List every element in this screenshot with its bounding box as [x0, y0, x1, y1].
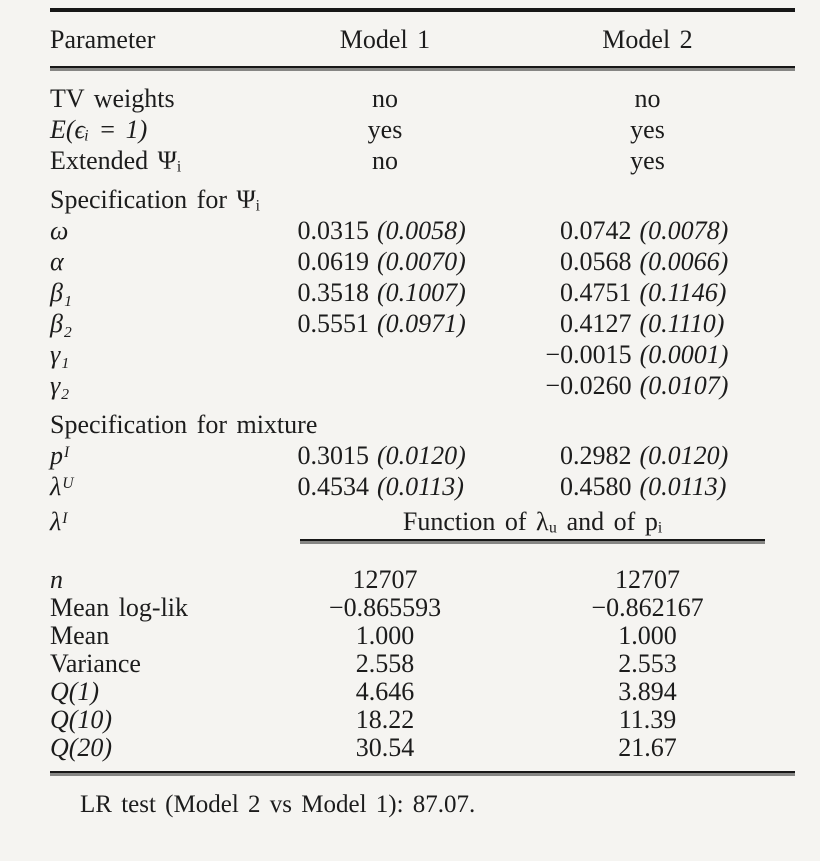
- standard-error: (0.1110): [639, 308, 725, 338]
- table-rule-header: [50, 66, 795, 71]
- table-rule-partial: [300, 539, 765, 544]
- row-label: Extended Ψᵢ: [50, 145, 182, 175]
- model-2-cell: [500, 309, 795, 339]
- section-heading: Specification for Ψᵢ: [50, 184, 260, 214]
- table-row: [50, 734, 795, 762]
- table-row: [50, 308, 795, 339]
- row-label: λᴵ: [50, 507, 69, 536]
- standard-error: (0.0107): [639, 370, 729, 400]
- row-label: α: [50, 246, 64, 276]
- model-1-cell: [270, 216, 500, 246]
- model-1-cell: 30.54: [355, 733, 415, 762]
- model-2-cell: 12707: [615, 565, 680, 594]
- table-body: [50, 83, 795, 762]
- spanned-cell: [270, 506, 795, 544]
- model-2-cell: yes: [630, 145, 665, 175]
- model-2-cell: [500, 340, 795, 370]
- table-row: [50, 506, 795, 552]
- table-row: [50, 145, 795, 176]
- row-label: Mean log-lik: [50, 593, 189, 622]
- estimate-value: 0.3518: [297, 277, 369, 307]
- model-1-cell: 18.22: [355, 705, 415, 734]
- model-1-cell: 2.558: [355, 649, 415, 678]
- table-rule-top: [50, 8, 795, 12]
- row-label: E(ϵᵢ = 1): [50, 114, 148, 144]
- model-2-cell: [500, 216, 795, 246]
- table-row: [50, 650, 795, 678]
- standard-error: (0.0058): [377, 215, 466, 245]
- model-1-cell: yes: [367, 114, 403, 144]
- estimate-value: 0.0619: [297, 246, 369, 276]
- estimate-value: 0.0315: [297, 215, 369, 245]
- standard-error: (0.0113): [377, 471, 464, 501]
- standard-error: (0.0971): [377, 308, 466, 338]
- table-row: [50, 370, 795, 401]
- table-row: [50, 706, 795, 734]
- model-2-cell: 3.894: [618, 677, 677, 706]
- row-label: β₂: [50, 308, 72, 338]
- table-section-lambda-i: [50, 506, 795, 552]
- model-2-cell: no: [634, 83, 661, 113]
- standard-error: (0.0113): [639, 471, 727, 501]
- row-label: ω: [50, 215, 69, 245]
- model-1-cell: 1.000: [355, 621, 415, 650]
- estimate-value: 0.0742: [560, 215, 632, 245]
- row-label: Variance: [50, 649, 141, 678]
- estimate-value: 0.4127: [560, 308, 632, 338]
- model-2-cell: [500, 472, 795, 502]
- table-section-toggles: [50, 83, 795, 176]
- standard-error: (0.0070): [377, 246, 466, 276]
- estimate-value: 0.4534: [297, 471, 369, 501]
- table-row: [50, 246, 795, 277]
- table-row: [50, 678, 795, 706]
- estimate-value: −0.0260: [545, 370, 632, 400]
- header-model-2: Model 2: [602, 25, 693, 54]
- row-label: γ₂: [50, 370, 70, 400]
- model-2-cell: 21.67: [618, 733, 677, 762]
- table-section-spec-mixture: [50, 409, 795, 502]
- estimate-value: 0.4580: [560, 471, 632, 501]
- table-row: [50, 566, 795, 594]
- model-1-cell: [270, 247, 500, 277]
- standard-error: (0.0078): [639, 215, 729, 245]
- model-comparison-table: [50, 8, 795, 819]
- header-model-1: Model 1: [339, 25, 431, 54]
- model-2-cell: yes: [630, 114, 665, 144]
- table-row: [50, 277, 795, 308]
- table-row: [50, 440, 795, 471]
- lr-test-footnote: LR test (Model 2 vs Model 1): 87.07.: [80, 791, 476, 818]
- model-2-cell: [500, 441, 795, 471]
- estimate-value: 0.2982: [560, 440, 632, 470]
- model-1-cell: [270, 472, 500, 502]
- standard-error: (0.1007): [377, 277, 466, 307]
- standard-error: (0.0120): [639, 440, 729, 470]
- model-1-cell: [270, 441, 500, 471]
- estimate-value: −0.0015: [545, 339, 632, 369]
- estimate-value: 0.0568: [560, 246, 632, 276]
- row-label: γ₁: [50, 339, 70, 369]
- spanned-cell-text: Function of λᵤ and of pᵢ: [402, 507, 663, 536]
- model-2-cell: 2.553: [618, 649, 677, 678]
- table-row: [50, 114, 795, 145]
- standard-error: (0.0120): [377, 440, 466, 470]
- table-row: [50, 471, 795, 502]
- model-1-cell: 4.646: [355, 677, 415, 706]
- table-row: [50, 83, 795, 114]
- table-row: [50, 339, 795, 370]
- table-row: [50, 215, 795, 246]
- model-2-cell: −0.862167: [591, 593, 704, 622]
- row-label: pᴵ: [50, 440, 70, 470]
- model-1-cell: 12707: [352, 565, 418, 594]
- model-2-cell: [500, 278, 795, 308]
- table-rule-bottom: [50, 771, 795, 776]
- row-label: n: [50, 565, 63, 594]
- standard-error: (0.0066): [639, 246, 729, 276]
- model-2-cell: [500, 247, 795, 277]
- row-label: Mean: [50, 621, 110, 650]
- row-label: TV weights: [50, 83, 175, 113]
- model-1-cell: −0.865593: [328, 593, 442, 622]
- model-1-cell: no: [372, 83, 398, 113]
- table-section-fit-stats: [50, 566, 795, 762]
- section-heading: Specification for mixture: [50, 409, 318, 439]
- model-2-cell: 11.39: [618, 705, 677, 734]
- model-1-cell: [270, 278, 500, 308]
- estimate-value: 0.3015: [297, 440, 369, 470]
- table-section-spec-psi: [50, 184, 795, 401]
- table-row: [50, 622, 795, 650]
- row-label: Q(20): [50, 733, 113, 762]
- row-label: β₁: [50, 277, 72, 307]
- table-row: [50, 594, 795, 622]
- row-label: λᵁ: [50, 471, 75, 501]
- standard-error: (0.0001): [639, 339, 729, 369]
- header-parameter: Parameter: [50, 25, 156, 54]
- table-header-row: [50, 14, 795, 66]
- standard-error: (0.1146): [639, 277, 727, 307]
- model-2-cell: 1.000: [618, 621, 677, 650]
- model-1-cell: [270, 309, 500, 339]
- model-2-cell: [500, 371, 795, 401]
- estimate-value: 0.4751: [560, 277, 632, 307]
- estimate-value: 0.5551: [297, 308, 369, 338]
- model-1-cell: no: [372, 145, 398, 175]
- row-label: Q(1): [50, 677, 100, 706]
- row-label: Q(10): [50, 705, 113, 734]
